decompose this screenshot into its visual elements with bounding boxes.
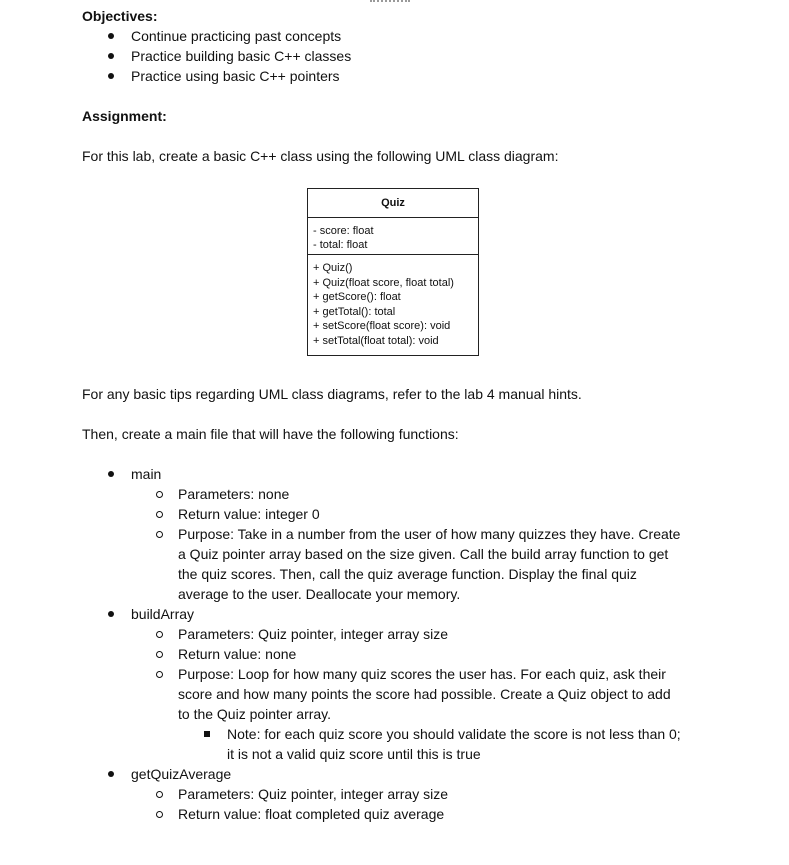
uml-attribute: - total: float	[313, 239, 368, 251]
objective-item: Practice using basic C++ pointers	[131, 68, 340, 84]
uml-method: + getScore(): float	[313, 291, 401, 303]
buildarray-note-line: Note: for each quiz score you should validate the score is not less than 0;	[227, 726, 681, 742]
main-purpose-line: the quiz scores. Then, call the quiz average function. Display the final quiz	[178, 566, 637, 582]
uml-method: + Quiz()	[313, 262, 353, 274]
uml-method: + getTotal(): total	[313, 305, 396, 318]
getquizaverage-params: Parameters: Quiz pointer, integer array size	[178, 786, 449, 802]
buildarray-note-line: it is not a valid quiz score until this is true	[227, 746, 481, 762]
bullet-circle	[156, 631, 163, 638]
uml-methods	[308, 255, 478, 348]
bullet-disc	[108, 611, 114, 617]
buildarray-return: Return value: none	[178, 646, 297, 662]
uml-method: + Quiz(float score, float total)	[313, 276, 454, 289]
main-purpose-line: Purpose: Take in a number from the user of how many quizzes they have. Create	[178, 526, 681, 542]
objective-item: Continue practicing past concepts	[131, 28, 342, 44]
bullet-circle	[156, 651, 163, 658]
page-top-mark	[370, 0, 410, 4]
buildarray-purpose-line: to the Quiz pointer array.	[178, 706, 332, 722]
uml-tips-text: For any basic tips regarding UML class diagrams, refer to the lab 4 manual hints.	[82, 386, 582, 402]
bullet-disc	[108, 73, 114, 79]
assignment-heading: Assignment:	[82, 108, 167, 124]
getquizaverage-return: Return value: float completed quiz average	[178, 806, 445, 822]
buildarray-purpose-line: score and how many points the score had possible. Create a Quiz object to add	[178, 686, 671, 702]
main-purpose-line: a Quiz pointer array based on the size given. Call the build array function to get	[178, 546, 669, 562]
bullet-circle	[156, 531, 163, 538]
bullet-circle	[156, 811, 163, 818]
uml-method: + setTotal(float total): void	[313, 334, 439, 347]
bullet-disc	[108, 771, 114, 777]
main-file-intro: Then, create a main file that will have the following functions:	[82, 426, 459, 442]
assignment-intro: For this lab, create a basic C++ class using the following UML class diagram:	[82, 148, 559, 164]
main-params: Parameters: none	[178, 486, 290, 502]
bullet-circle	[156, 791, 163, 798]
objectives-heading: Objectives:	[82, 8, 158, 24]
function-name-main: main	[131, 466, 162, 482]
uml-class-name: Quiz	[308, 189, 478, 218]
uml-class-diagram	[307, 188, 479, 356]
bullet-disc	[108, 33, 114, 39]
main-return: Return value: integer 0	[178, 506, 320, 522]
function-name-getquizaverage: getQuizAverage	[131, 766, 232, 782]
bullet-circle	[156, 671, 163, 678]
bullet-disc	[108, 53, 114, 59]
buildarray-params: Parameters: Quiz pointer, integer array size	[178, 626, 449, 642]
function-name-buildarray: buildArray	[131, 606, 195, 622]
buildarray-purpose-line: Purpose: Loop for how many quiz scores the user has. For each quiz, ask their	[178, 666, 666, 682]
bullet-disc	[108, 471, 114, 477]
bullet-square	[204, 731, 210, 737]
uml-method: + setScore(float score): void	[313, 320, 451, 332]
uml-attribute: - score: float	[313, 225, 374, 237]
objective-item: Practice building basic C++ classes	[131, 48, 352, 64]
bullet-circle	[156, 491, 163, 498]
main-purpose-line: average to the user. Deallocate your memory.	[178, 586, 461, 602]
uml-attributes	[308, 218, 478, 255]
bullet-circle	[156, 511, 163, 518]
